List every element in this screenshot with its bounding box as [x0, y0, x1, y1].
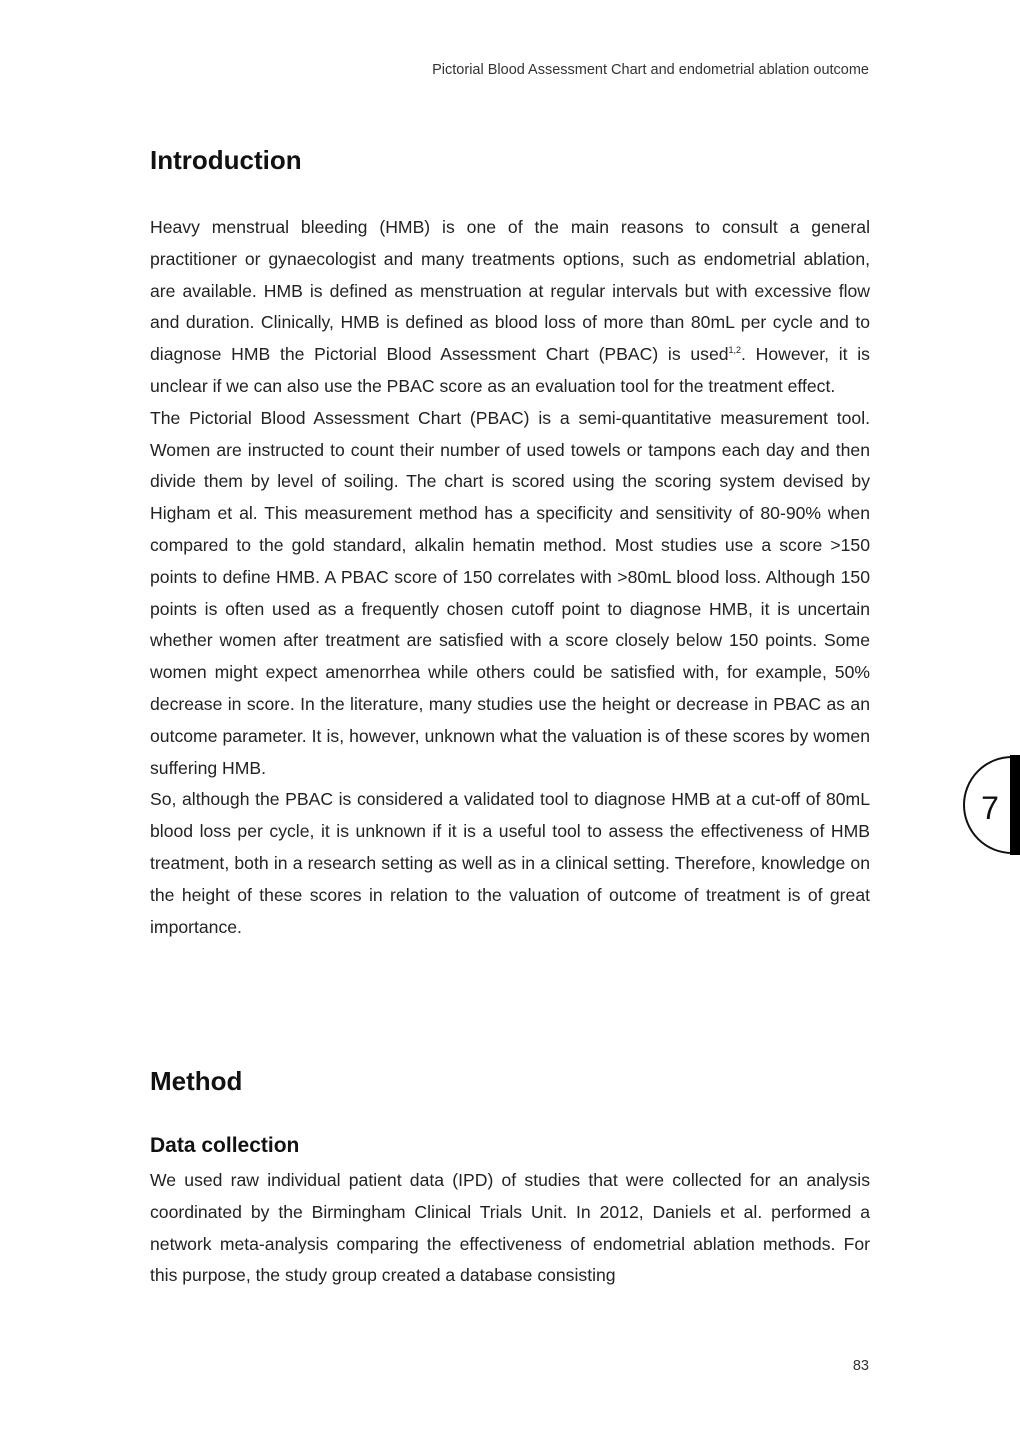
introduction-paragraph-1: Heavy menstrual bleeding (HMB) is one of the main reasons to consult a general practitioner or gynaecologist and many treatments options, such as endometrial ablation, are available. HMB is defined as menstruation at regular intervals but with excessive flow and duration. Clinically, HMB is defined as blood loss of more than 80mL per cycle and to diagnose HMB the Pictorial Blood Assessment Chart (PBAC) is used$^{1,2}$. However, it is unclear if we can also use the PBAC score as an evaluation tool for the treatment effect. — [150, 217, 870, 396]
chapter-tab-graphic — [960, 755, 1020, 855]
chapter-number: 7 — [981, 790, 999, 826]
data-collection-heading: Data collection — [150, 1134, 300, 1157]
data-collection-paragraph-1: We used raw individual patient data (IPD) of studies that were collected for an analysis coordinated by the Birmingham Clinical Trials Unit. In 2012, Daniels et al. performed a network meta-analysis comparing the effectiveness of endometrial ablation methods. For this purpose, the study group created a database consisting — [150, 1170, 870, 1286]
introduction-body — [150, 212, 870, 943]
introduction-paragraph-3: So, although the PBAC is considered a validated tool to diagnose HMB at a cut-off of 80mL blood loss per cycle, it is unknown if it is a useful tool to assess the effectiveness of HMB treatment, both in a research setting as well as in a clinical setting. Therefore, knowledge on the height of these scores in relation to the valuation of outcome of treatment is of great importance. — [150, 789, 870, 937]
chapter-tab-bar — [1010, 755, 1020, 855]
running-header: Pictorial Blood Assessment Chart and endometrial ablation outcome — [432, 62, 869, 78]
page-number: 83 — [852, 1358, 869, 1374]
introduction-paragraph-2: The Pictorial Blood Assessment Chart (PBAC) is a semi-quantitative measurement tool. Women are instructed to count their number of used towels or tampons each day and then divide them by level of soiling. The chart is scored using the scoring system devised by Higham et al. This measurement method has a specificity and sensitivity of 80-90% when compared to the gold standard, alkalin hematin method. Most studies use a score >150 points to define HMB. A PBAC score of 150 correlates with >80mL blood loss. Although 150 points is often used as a frequently chosen cutoff point to diagnose HMB, it is uncertain whether women after treatment are satisfied with a score closely below 150 points. Some women might expect amenorrhea while others could be satisfied with, for example, 50% decrease in score. In the literature, many studies use the height or decrease in PBAC as an outcome parameter. It is, however, unknown what the valuation is of these scores by women suffering HMB. — [150, 407, 870, 778]
chapter-tab — [960, 755, 1020, 855]
data-collection-body — [150, 1165, 870, 1292]
citation-superscript: 1,2 — [728, 345, 742, 356]
method-heading: Method — [150, 1066, 243, 1096]
introduction-heading: Introduction — [150, 145, 302, 175]
